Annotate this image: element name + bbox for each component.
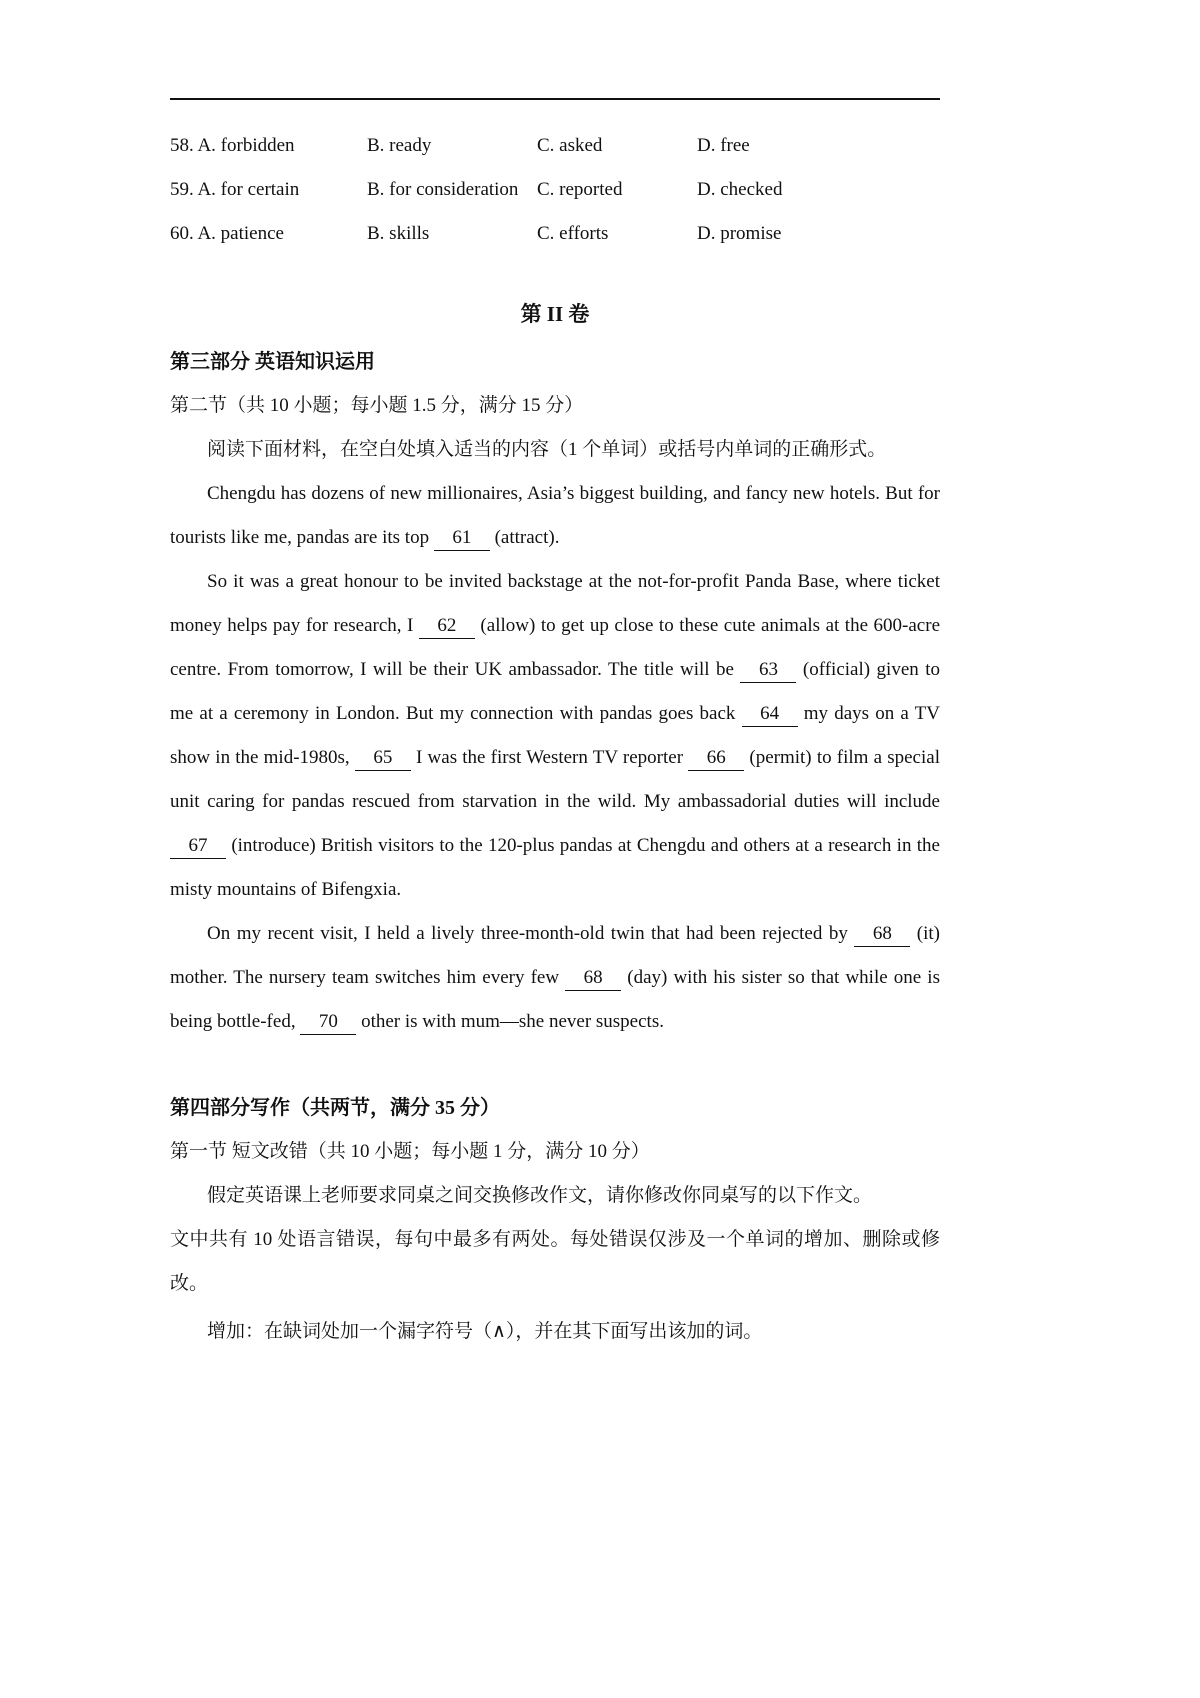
option-58-b: B. ready [367,135,432,156]
section3-subheading: 第二节（共 10 小题；每小题 1.5 分，满分 15 分） [170,395,584,416]
option-58-d: D. free [697,135,750,156]
cloze-paragraph-3: On my recent visit, I held a lively three-month-old twin that had been rejected by 68 (it) mother. The nursery team switches him every few 68 (day) with his sister so that while one is being bottle-fed, 70 other is with mum—she never suspects. [170,912,940,1044]
header-divider [170,98,940,100]
option-59-b: B. for consideration [367,179,519,200]
option-60-d: D. promise [697,223,782,244]
section3-heading: 第三部分 英语知识运用 [170,351,375,373]
section4-instruction-1: 假定英语课上老师要求同桌之间交换修改作文，请你修改你同桌写的以下作文。 [207,1185,873,1206]
section4-subheading: 第一节 短文改错（共 10 小题；每小题 1 分，满分 10 分） [170,1141,650,1162]
section4-instruction-2: 文中共有 10 处语言错误，每句中最多有两处。每处错误仅涉及一个单词的增加、删除或修改。 [170,1229,940,1294]
fill-blank-62: 62 [419,614,475,639]
section4-heading: 第四部分写作（共两节，满分 35 分） [170,1097,500,1119]
cloze-paragraph-1: Chengdu has dozens of new millionaires, Asia’s biggest building, and fancy new hotels. But for tourists like me, pandas are its top 61 (attract). [170,472,940,560]
options-table [170,124,940,256]
fill-blank-66: 66 [688,746,744,771]
fill-blank-67: 67 [170,834,226,859]
option-60-c: C. efforts [537,223,609,244]
option-60-b: B. skills [367,223,430,244]
part2-title: 第 II 卷 [520,302,590,326]
fill-blank-68: 68 [854,922,910,947]
fill-blank-65: 65 [355,746,411,771]
option-58-c: C. asked [537,135,603,156]
option-58-a: 58. A. forbidden [170,135,295,156]
fill-blank-70: 70 [300,1010,356,1035]
option-59-d: D. checked [697,179,783,200]
cloze-paragraph-2: So it was a great honour to be invited backstage at the not-for-profit Panda Base, where ticket money helps pay for research, I 62 (allow) to get up close to these cute animals at the 600-acre centre. From tomorrow, I will be their UK ambassador. The title will be 63 (official) given to me at a ceremony in London. But my connection with pandas goes back 64 my days on a TV show in the mid-1980s, 65 I was the first Western TV reporter 66 (permit) to film a special unit caring for pandas rescued from starvation in the wild. My ambassadorial duties will include 67 (introduce) British visitors to the 120-plus pandas at Chengdu and others at a research in the misty mountains of Bifengxia. [170,571,941,900]
fill-blank-64: 64 [742,702,798,727]
fill-blank-68: 68 [565,966,621,991]
option-59-c: C. reported [537,179,623,200]
fill-blank-61: 61 [434,526,490,551]
option-59-a: 59. A. for certain [170,179,300,200]
fill-blank-63: 63 [740,658,796,683]
section3-instructions: 阅读下面材料，在空白处填入适当的内容（1 个单词）或括号内单词的正确形式。 [207,439,887,460]
section4-instruction-3: 增加：在缺词处加一个漏字符号（∧），并在其下面写出该加的词。 [207,1321,763,1342]
option-60-a: 60. A. patience [170,223,284,244]
